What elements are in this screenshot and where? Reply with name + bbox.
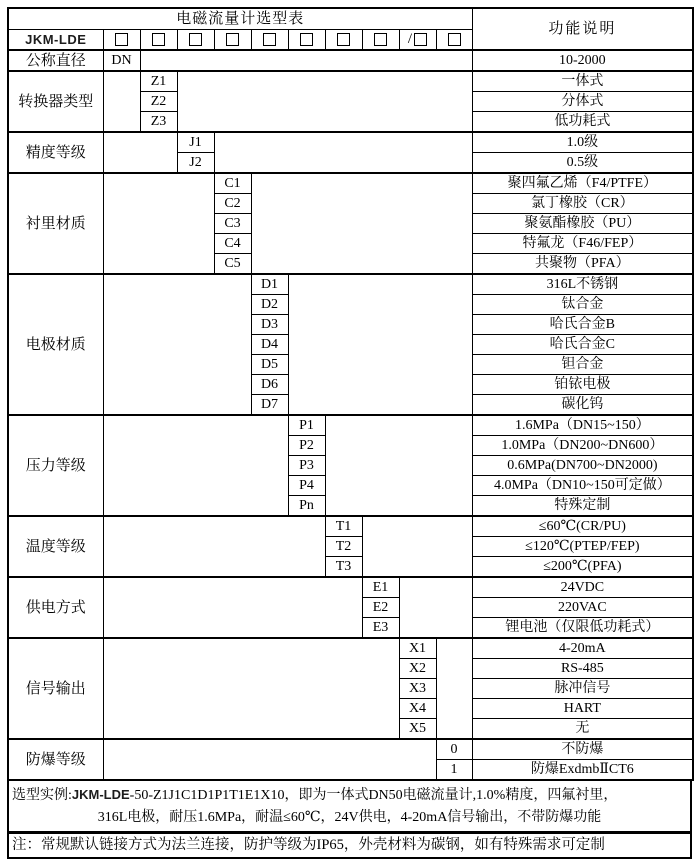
checkbox-icon (300, 33, 313, 46)
example-box (7, 781, 692, 833)
note-box: 注：常规默认链接方式为法兰连接，防护等级为IP65，外壳材料为碳钢，如有特殊需求可定制 (7, 833, 692, 859)
group-label: 衬里材质 (8, 173, 103, 274)
desc-cell: 0.6MPa(DN700~DN2000) (472, 456, 693, 476)
desc-cell: ≤60℃(CR/PU) (472, 516, 693, 537)
desc-cell: 共聚物（PFA） (472, 254, 693, 275)
checkbox-icon (152, 33, 165, 46)
desc-cell: 4-20mA (472, 638, 693, 659)
desc-cell: 特殊定制 (472, 496, 693, 517)
group-label: 电极材质 (8, 274, 103, 415)
desc-cell: 防爆ExdmbⅡCT6 (472, 760, 693, 781)
example-line-1 (9, 784, 690, 807)
model-code-label: JKM-LDE (8, 30, 103, 51)
table-row (8, 71, 693, 92)
desc-cell: 哈氏合金C (472, 335, 693, 355)
checkbox-icon (115, 33, 128, 46)
desc-cell: 钽合金 (472, 355, 693, 375)
group-label: 转换器类型 (8, 71, 103, 132)
empty-cell (103, 739, 436, 780)
desc-cell: 脉冲信号 (472, 679, 693, 699)
checkbox-cell-8[interactable] (362, 30, 399, 51)
table-row (8, 132, 693, 153)
group-label: 精度等级 (8, 132, 103, 173)
example-model-code: JKM-LDE (71, 787, 130, 802)
checkbox-cell-3[interactable] (177, 30, 214, 51)
code-cell: E3 (362, 618, 399, 639)
table-title: 电磁流量计选型表 (8, 8, 472, 30)
desc-cell: 分体式 (472, 92, 693, 112)
code-cell: T2 (325, 537, 362, 557)
empty-cell (103, 132, 177, 173)
group-label: 防爆等级 (8, 739, 103, 780)
empty-cell (362, 516, 472, 577)
empty-cell (103, 71, 140, 132)
desc-cell: 氯丁橡胶（CR） (472, 194, 693, 214)
checkbox-icon (414, 33, 427, 46)
code-cell: X3 (399, 679, 436, 699)
desc-cell: 特氟龙（F46/FEP） (472, 234, 693, 254)
code-cell: Z1 (140, 71, 177, 92)
table-row (8, 274, 693, 295)
checkbox-cell-4[interactable] (214, 30, 251, 51)
table-row (8, 739, 693, 760)
example-prefix: 选型实例: (12, 788, 72, 803)
group-label: 公称直径 (8, 50, 103, 71)
code-cell: D5 (251, 355, 288, 375)
table-row (8, 415, 693, 436)
table-row (8, 516, 693, 537)
empty-cell (103, 415, 288, 516)
checkbox-icon (374, 33, 387, 46)
example-line-2: 316L电极，耐压1.6MPa，耐温≤60℃，24V供电，4-20mA信号输出，不带防爆功能 (97, 810, 602, 825)
table-row (8, 638, 693, 659)
code-cell: 1 (436, 760, 472, 781)
code-cell: D1 (251, 274, 288, 295)
empty-cell (325, 415, 472, 516)
desc-cell: 锂电池（仅限低功耗式） (472, 618, 693, 639)
checkbox-icon (448, 33, 461, 46)
desc-cell: 10-2000 (472, 50, 693, 71)
table-row (8, 577, 693, 598)
code-cell: X1 (399, 638, 436, 659)
slash-prefix: / (407, 31, 413, 48)
empty-cell (103, 274, 251, 415)
empty-cell (103, 173, 214, 274)
desc-cell: 聚氨酯橡胶（PU） (472, 214, 693, 234)
desc-cell: 220VAC (472, 598, 693, 618)
code-cell: Pn (288, 496, 325, 517)
desc-cell: 一体式 (472, 71, 693, 92)
checkbox-icon (263, 33, 276, 46)
code-cell: DN (103, 50, 140, 71)
group-label: 温度等级 (8, 516, 103, 577)
desc-cell: 无 (472, 719, 693, 740)
code-cell: T3 (325, 557, 362, 578)
empty-cell (251, 173, 472, 274)
code-cell: C1 (214, 173, 251, 194)
checkbox-cell-5[interactable] (251, 30, 288, 51)
checkbox-icon (189, 33, 202, 46)
code-cell: P3 (288, 456, 325, 476)
desc-cell: 聚四氟乙烯（F4/PTFE） (472, 173, 693, 194)
code-cell: E1 (362, 577, 399, 598)
code-cell: D6 (251, 375, 288, 395)
checkbox-cell-6[interactable] (288, 30, 325, 51)
group-label: 信号输出 (8, 638, 103, 739)
empty-cell (103, 577, 362, 638)
desc-cell: 碳化钨 (472, 395, 693, 416)
checkbox-cell-1[interactable] (103, 30, 140, 51)
desc-cell: 1.0级 (472, 132, 693, 153)
empty-cell (103, 638, 399, 739)
selection-table (7, 7, 694, 781)
code-cell: X4 (399, 699, 436, 719)
code-cell: D7 (251, 395, 288, 416)
code-cell: 0 (436, 739, 472, 760)
code-cell: C2 (214, 194, 251, 214)
code-cell: D3 (251, 315, 288, 335)
desc-cell: 4.0MPa（DN10~150可定做） (472, 476, 693, 496)
code-cell: C3 (214, 214, 251, 234)
code-cell: T1 (325, 516, 362, 537)
checkbox-cell-9[interactable] (399, 30, 436, 51)
empty-cell (214, 132, 472, 173)
desc-cell: ≤200℃(PFA) (472, 557, 693, 578)
empty-cell (288, 274, 472, 415)
desc-cell: ≤120℃(PTEP/FEP) (472, 537, 693, 557)
selection-sheet (7, 7, 694, 859)
code-cell: P4 (288, 476, 325, 496)
desc-cell: HART (472, 699, 693, 719)
example-rest: -50-Z1J1C1D1P1T1E1X10，即为一体式DN50电磁流量计,1.0%精度，四氟衬里， (129, 788, 618, 803)
table-row (8, 50, 693, 71)
checkbox-cell-10[interactable] (436, 30, 472, 51)
empty-cell (436, 638, 472, 739)
checkbox-icon (226, 33, 239, 46)
empty-cell (140, 50, 472, 71)
desc-cell: 哈氏合金B (472, 315, 693, 335)
desc-cell: 铂铱电极 (472, 375, 693, 395)
empty-cell (103, 516, 325, 577)
code-cell: X5 (399, 719, 436, 740)
code-cell: J1 (177, 132, 214, 153)
checkbox-icon (337, 33, 350, 46)
desc-cell: 24VDC (472, 577, 693, 598)
desc-cell: 低功耗式 (472, 112, 693, 133)
desc-cell: 1.0MPa（DN200~DN600） (472, 436, 693, 456)
code-cell: C5 (214, 254, 251, 275)
code-cell: C4 (214, 234, 251, 254)
desc-cell: 1.6MPa（DN15~150） (472, 415, 693, 436)
desc-cell: 不防爆 (472, 739, 693, 760)
code-cell: E2 (362, 598, 399, 618)
code-cell: Z3 (140, 112, 177, 133)
group-label: 供电方式 (8, 577, 103, 638)
code-cell: D4 (251, 335, 288, 355)
desc-cell: RS-485 (472, 659, 693, 679)
desc-cell: 0.5级 (472, 153, 693, 174)
code-cell: X2 (399, 659, 436, 679)
function-column-header: 功能说明 (472, 8, 693, 50)
checkbox-cell-2[interactable] (140, 30, 177, 51)
table-row (8, 173, 693, 194)
desc-cell: 钛合金 (472, 295, 693, 315)
empty-cell (177, 71, 472, 132)
code-cell: J2 (177, 153, 214, 174)
code-cell: P2 (288, 436, 325, 456)
group-label: 压力等级 (8, 415, 103, 516)
code-cell: P1 (288, 415, 325, 436)
code-cell: Z2 (140, 92, 177, 112)
desc-cell: 316L不锈钢 (472, 274, 693, 295)
empty-cell (399, 577, 472, 638)
checkbox-cell-7[interactable] (325, 30, 362, 51)
code-cell: D2 (251, 295, 288, 315)
